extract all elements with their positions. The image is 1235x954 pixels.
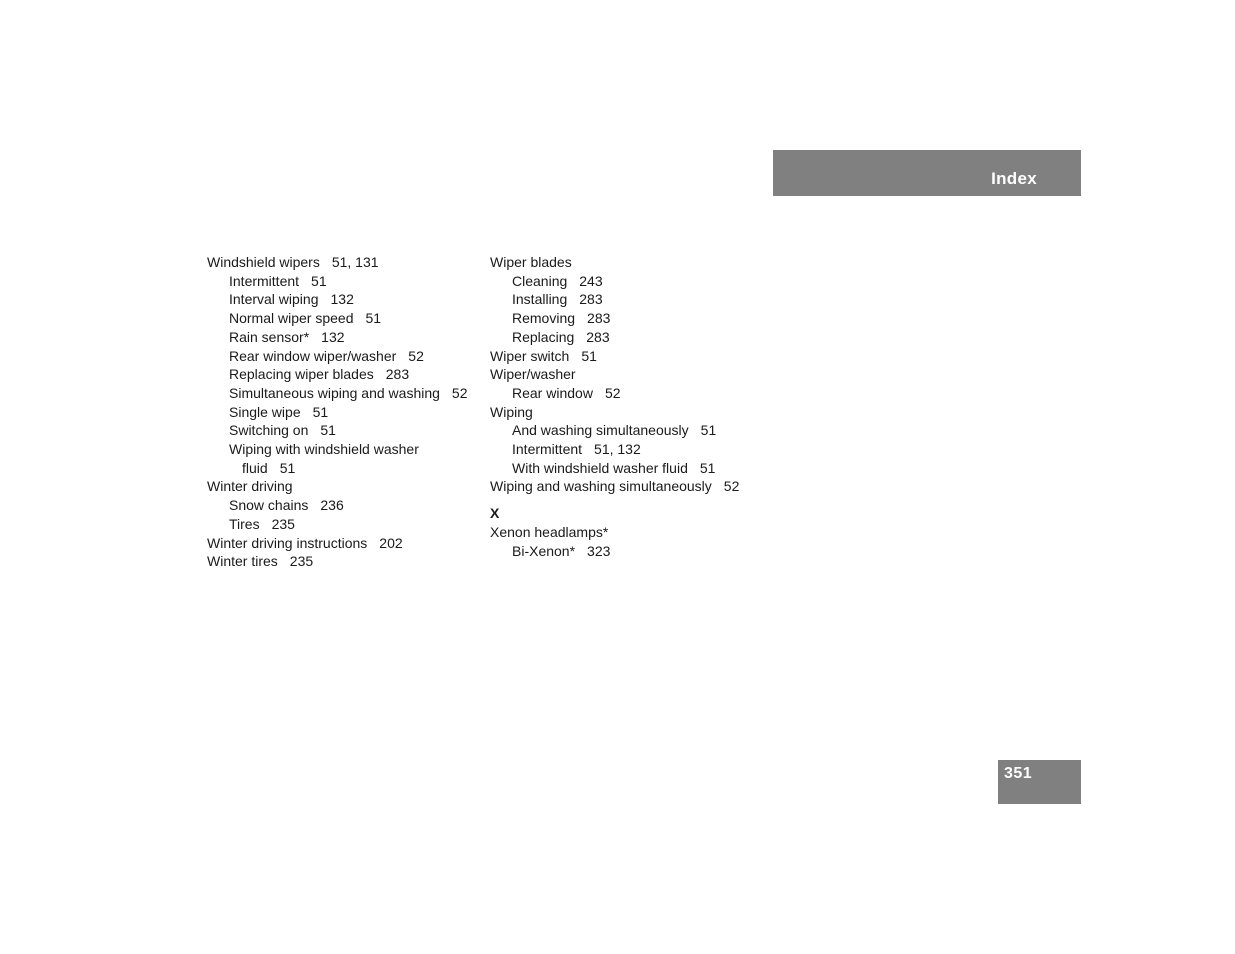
index-term: Wiping and washing simultaneously [490,478,712,495]
page-reference[interactable]: 283 [587,310,611,327]
page-reference[interactable]: 51, 131 [331,254,379,270]
index-entry [490,403,760,422]
index-entry [207,534,477,553]
index-term: Wiping [490,403,533,420]
page-reference[interactable]: 132 [330,291,354,308]
index-term: Winter tires [207,553,278,570]
section-header-bar [773,150,1081,196]
index-subentry [207,272,477,291]
page-reference[interactable]: 283 [586,328,610,345]
index-term: And washing simultaneously [512,422,689,439]
page-reference[interactable]: 283 [579,291,603,308]
index-subentry [207,347,477,366]
index-subentry [490,328,760,347]
index-term: Installing [512,291,568,308]
section-title: Index [991,169,1037,188]
page-number-box [998,760,1081,804]
index-column-left [207,253,477,571]
index-subentry [207,421,477,440]
index-entry [490,347,760,366]
index-subentry [490,459,760,478]
index-term: Xenon headlamps* [490,523,609,540]
page-reference[interactable]: 52 [604,384,621,401]
page-reference[interactable]: 323 [587,542,611,559]
page-reference[interactable]: 235 [271,515,295,532]
page-number: 351 [1004,765,1033,782]
page-reference[interactable]: 51, 132 [594,441,641,458]
index-column-right [490,253,760,560]
index-subentry [490,290,760,309]
index-term: With windshield washer fluid [512,459,688,476]
page-reference[interactable]: 236 [320,497,344,514]
index-term: Winter driving instructions [207,534,368,551]
index-term: Windshield wipers [207,254,320,270]
index-term: Tires [229,515,260,532]
page-reference[interactable]: 283 [385,366,410,383]
page-reference[interactable]: 243 [579,272,603,289]
index-entry [490,253,760,272]
page-reference[interactable]: 51 [699,459,716,476]
index-subentry [207,365,477,384]
index-subentry [490,272,760,291]
page-reference[interactable]: 52 [451,384,468,401]
page-reference[interactable]: 235 [289,553,314,570]
index-entry [207,552,477,571]
index-term: Interval wiping [229,291,319,308]
page-reference[interactable]: 51 [320,422,336,439]
index-entry [207,477,477,496]
index-term: Bi-Xenon* [512,542,576,559]
index-term: Winter driving [207,478,293,495]
page-reference[interactable]: 51 [700,422,717,439]
page-reference[interactable]: 132 [321,328,345,345]
page-reference[interactable]: 51 [312,403,329,420]
index-term: Replacing [512,328,575,345]
index-subentry [490,440,760,459]
index-term: Simultaneous wiping and washing [229,384,440,401]
index-subentry [207,384,477,403]
index-term: Wiper/washer [490,366,576,383]
page-reference[interactable]: 52 [408,347,424,364]
index-term: Removing [512,310,576,327]
index-term: Snow chains [229,497,309,514]
index-term: Wiper blades [490,254,572,270]
index-term: Cleaning [512,272,568,289]
index-subentry [207,515,477,534]
index-entry [490,523,760,542]
index-term: Intermittent [229,272,300,289]
index-subentry [490,421,760,440]
index-term: Rear window wiper/washer [229,347,397,364]
index-term: Normal wiper speed [229,310,354,327]
index-subentry [207,290,477,309]
page-reference[interactable]: 51 [581,347,597,364]
page-reference[interactable]: 51 [365,310,382,327]
page-reference[interactable]: 52 [723,478,740,495]
index-subentry [207,309,477,328]
index-term: Rain sensor* [229,328,310,345]
page-reference[interactable]: 202 [379,534,403,551]
index-subentry [207,403,477,422]
page-reference[interactable]: 51 [311,272,327,289]
index-term: Switching on [229,422,309,439]
index-subentry [207,496,477,515]
index-subentry [490,384,760,403]
index-term: fluid [242,459,268,476]
page-reference[interactable]: 51 [279,459,296,476]
index-term: Wiper switch [490,347,570,364]
index-subentry [490,542,760,561]
index-subentry [490,309,760,328]
index-entry [490,365,760,384]
index-term: Wiping with windshield washer [229,441,419,458]
index-entry [490,477,760,496]
index-subentry [207,328,477,347]
index-term: Rear window [512,384,593,401]
index-term: Single wipe [229,403,301,420]
index-letter-heading: X [490,505,500,522]
index-subentry [207,440,477,459]
index-subentry [207,459,477,478]
index-term: Replacing wiper blades [229,366,374,383]
index-entry [207,253,477,272]
index-term: Intermittent [512,441,583,458]
